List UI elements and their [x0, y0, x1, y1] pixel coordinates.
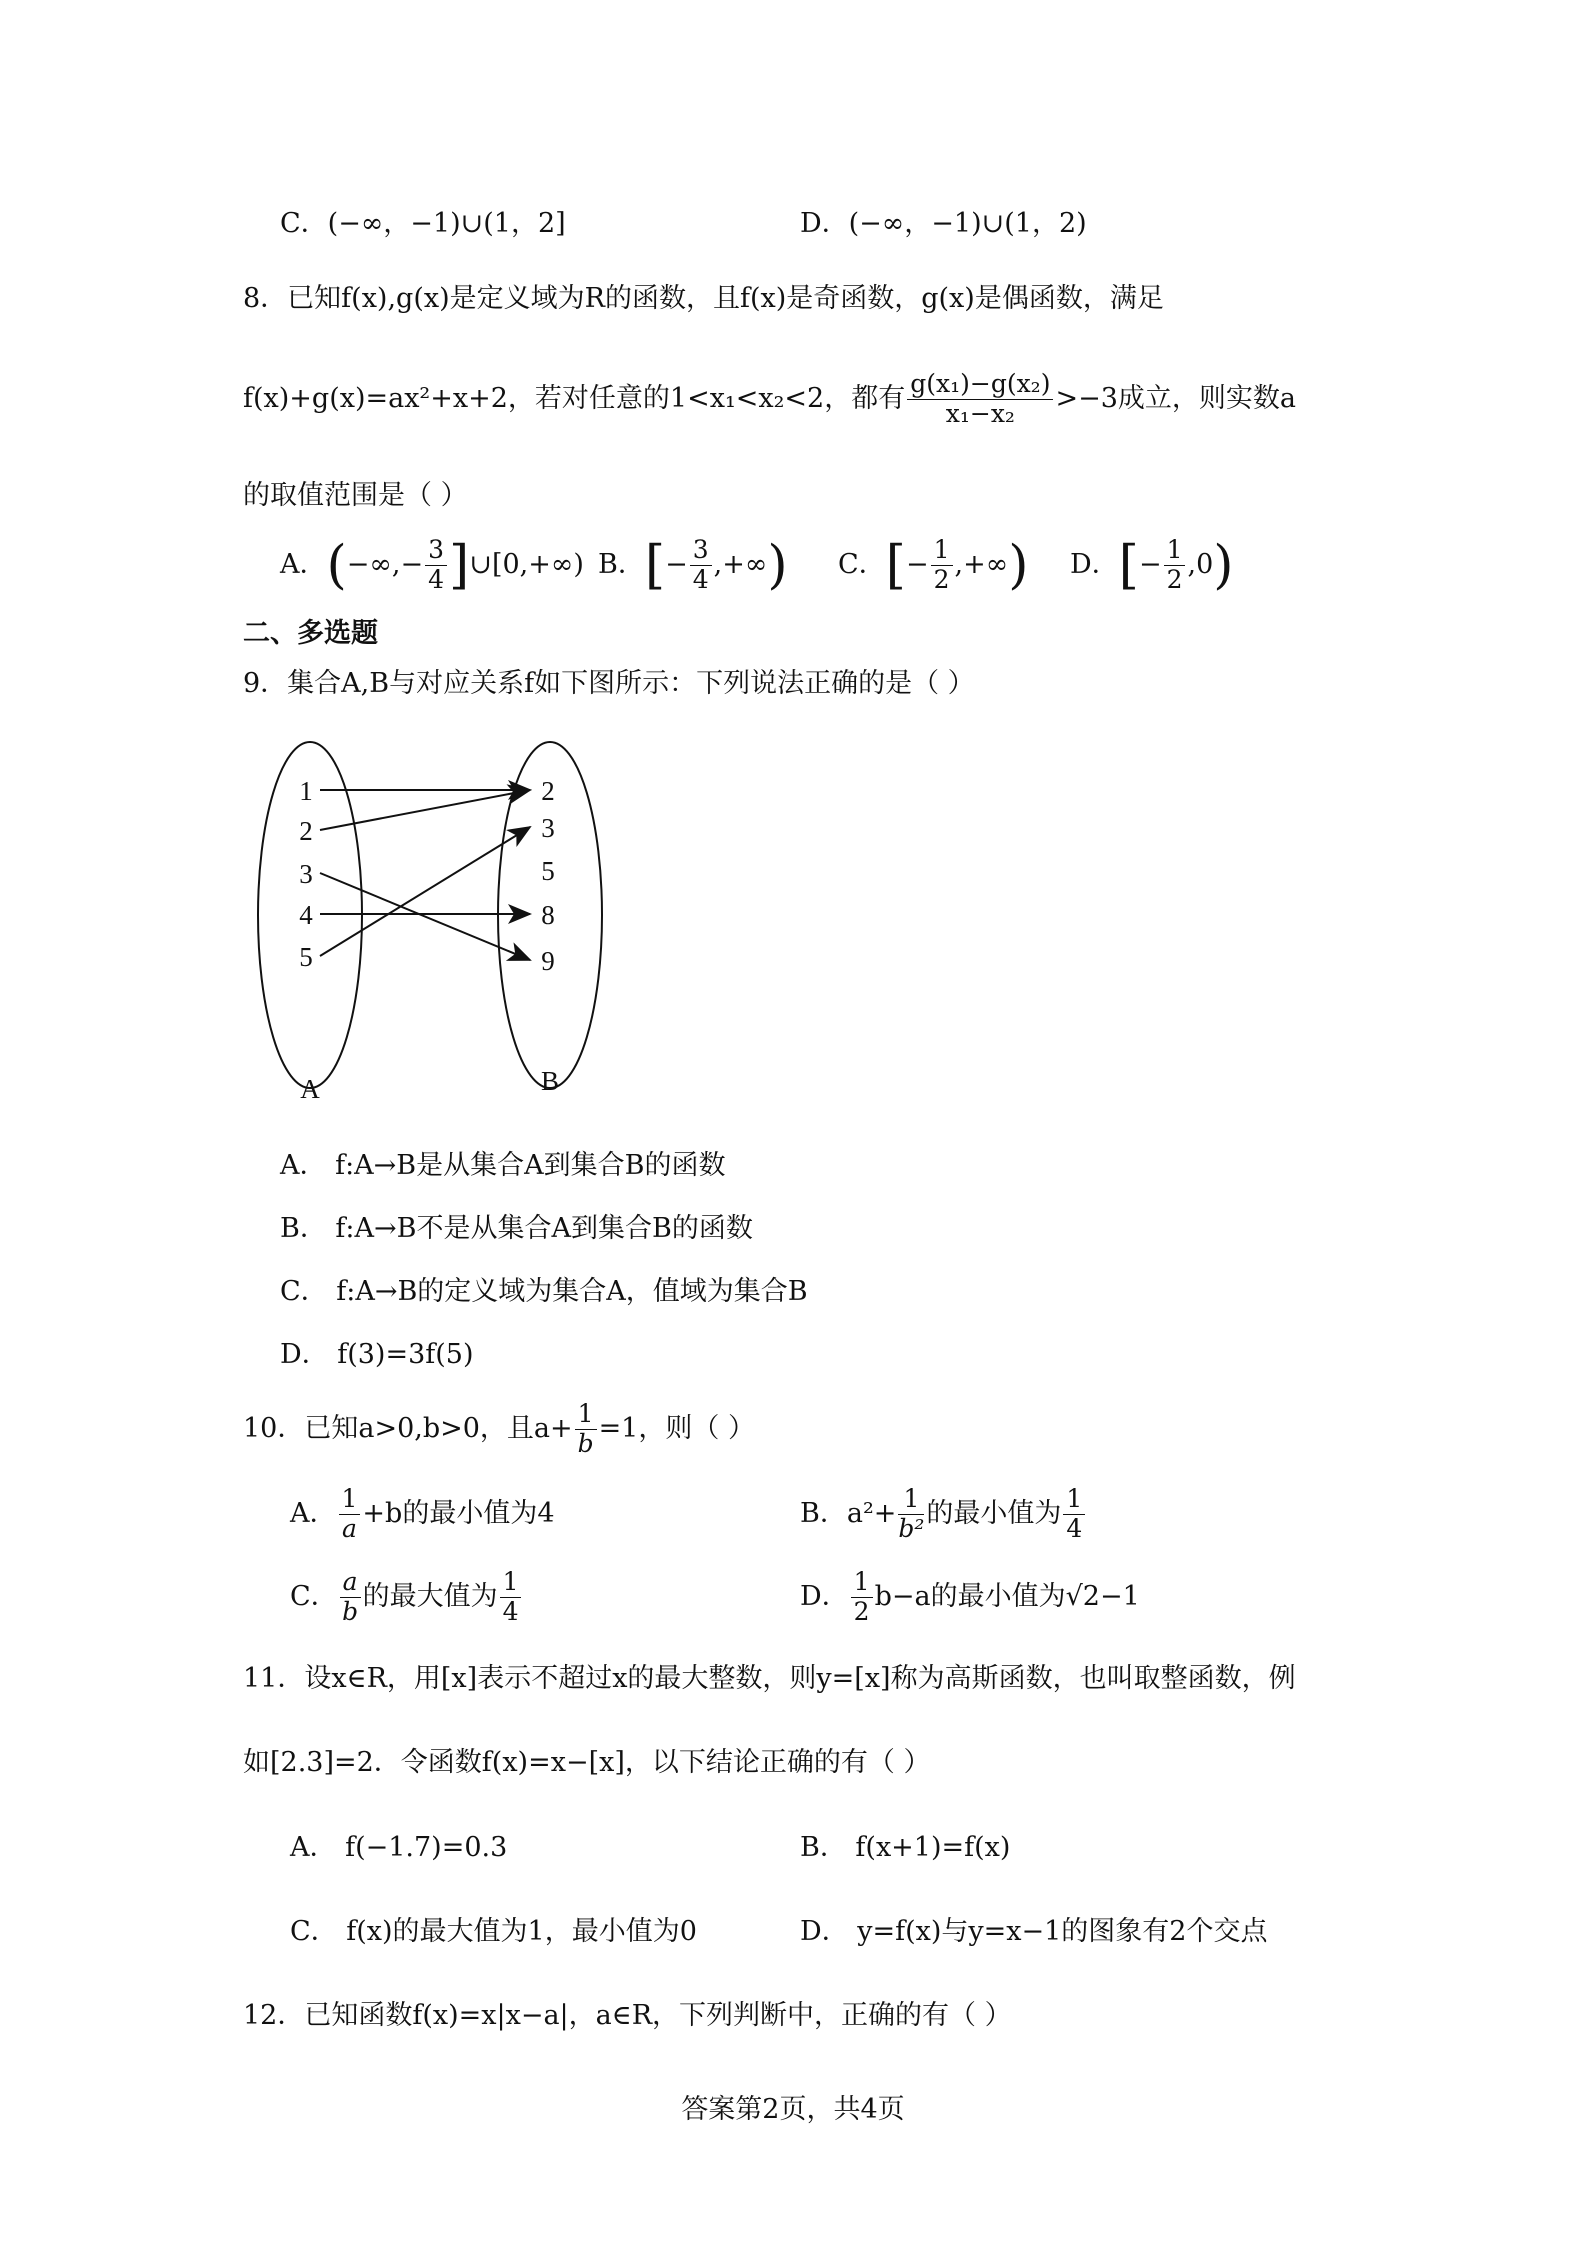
q10-b-den: b² [898, 1513, 925, 1543]
q9-option-c: C． f:A→B的定义域为集合A，值域为集合B [280, 1276, 808, 1307]
q10-option-a-label: A． [290, 1497, 337, 1529]
q10-option-d-label: D． [800, 1580, 849, 1612]
q8-option-c-label: C． [838, 548, 886, 580]
q10-b-mid: 的最小值为 [926, 1497, 1062, 1529]
set-a-element: 2 [299, 816, 313, 846]
q10-stem-text: 10．已知a>0,b>0，且a+ [243, 1412, 573, 1444]
section-title-multiple-choice: 二、多选题 [243, 618, 378, 649]
q10-option-b [800, 1485, 1087, 1544]
q10-d-den: 2 [853, 1596, 870, 1626]
q8-condition-text: f(x)+g(x)=ax²+x+2，若对任意的1<x₁<x₂<2，都有 [243, 382, 906, 414]
q7-option-c: C．(−∞，−1)∪(1，2] [280, 208, 566, 239]
q11-option-a: A． f(−1.7)=0.3 [290, 1832, 508, 1863]
set-a-label: A [300, 1074, 320, 1104]
q10-d-tail: b−a的最小值为√2−1 [874, 1580, 1140, 1612]
q9-option-d: D． f(3)=3f(5) [280, 1339, 474, 1370]
q10-option-c [290, 1568, 523, 1627]
set-b-element: 5 [541, 856, 555, 886]
q8-option-a-label: A． [280, 548, 327, 580]
q8-option-b: B．[− $\frac{3}{4}$ ,+∞) [598, 535, 788, 596]
q8-condition-tail: >−3成立，则实数a [1055, 382, 1296, 414]
set-b-label: B [540, 1066, 560, 1096]
q10-option-c-label: C． [290, 1580, 338, 1612]
q10-stem [243, 1400, 755, 1459]
q8-stem-line2 [243, 370, 1296, 429]
q10-b-num: 1 [898, 1485, 924, 1515]
q8-stem-line1: 8．已知f(x),g(x)是定义域为R的函数，且f(x)是奇函数，g(x)是偶函数，满足 [243, 283, 1164, 314]
set-b-element: 3 [541, 813, 555, 843]
q8-option-a: A．(−∞,− $\frac{3}{4}$ ]∪[0,+∞) [280, 535, 584, 596]
q8-option-b-label: B． [598, 548, 645, 580]
q10-c-num: a [340, 1568, 361, 1598]
set-a-element: 4 [299, 900, 313, 930]
page-footer: 答案第2页，共4页 [681, 2094, 905, 2125]
q10-option-d [800, 1568, 1140, 1627]
q10-c-den2: 4 [502, 1596, 519, 1626]
set-b-element: 8 [541, 900, 555, 930]
q10-stem-tail: =1，则（ ） [598, 1412, 755, 1444]
q10-b-den2: 4 [1066, 1513, 1083, 1543]
q8-option-c: C．[− $\frac{1}{2}$ ,+∞) [838, 535, 1029, 596]
q8-stem-line3: 的取值范围是（ ） [243, 480, 468, 511]
q11-option-c: C． f(x)的最大值为1，最小值为0 [290, 1916, 697, 1947]
q11-option-b: B． f(x+1)=f(x) [800, 1832, 1011, 1863]
q10-a-den: a [342, 1513, 357, 1543]
set-a-element: 3 [299, 859, 313, 889]
q10-a-num: 1 [339, 1485, 361, 1515]
q9-option-a: A． f:A→B是从集合A到集合B的函数 [280, 1150, 726, 1181]
q8-fraction-denominator: x₁−x₂ [945, 398, 1015, 428]
q9-mapping-diagram [240, 730, 660, 1110]
q10-b-num2: 1 [1063, 1485, 1085, 1515]
q8-fraction-numerator: g(x₁)−g(x₂) [907, 370, 1053, 400]
set-a-element: 5 [299, 942, 313, 972]
q10-c-mid: 的最大值为 [362, 1580, 498, 1612]
q10-d-num: 1 [851, 1568, 873, 1598]
q9-stem: 9．集合A,B与对应关系f如下图所示：下列说法正确的是（ ） [243, 668, 975, 699]
q11-option-d: D． y=f(x)与y=x−1的图象有2个交点 [800, 1916, 1268, 1947]
set-a-element: 1 [299, 776, 313, 806]
q7-option-d: D．(−∞，−1)∪(1，2) [800, 208, 1087, 239]
q10-stem-frac-num: 1 [575, 1400, 597, 1430]
q8-option-d-label: D． [1070, 548, 1119, 580]
q10-stem-frac-den: b [577, 1428, 594, 1458]
q10-c-den: b [342, 1596, 359, 1626]
q10-c-num2: 1 [500, 1568, 522, 1598]
q10-a-tail: +b的最小值为4 [362, 1497, 555, 1529]
set-b-element: 2 [541, 776, 555, 806]
q8-option-d: D．[− $\frac{1}{2}$ ,0) [1070, 535, 1234, 596]
set-b-element: 9 [541, 946, 555, 976]
q8-fraction [907, 370, 1053, 429]
q12-stem: 12．已知函数f(x)=x|x−a|，a∈R，下列判断中，正确的有（ ） [243, 2000, 1012, 2031]
q9-option-b: B． f:A→B不是从集合A到集合B的函数 [280, 1213, 753, 1244]
q10-option-a [290, 1485, 555, 1544]
q10-option-b-label: B．a²+ [800, 1497, 897, 1529]
q11-stem-line2: 如[2.3]=2．令函数f(x)=x−[x]，以下结论正确的有（ ） [243, 1747, 931, 1778]
q11-stem-line1: 11．设x∈R，用[x]表示不超过x的最大整数，则y=[x]称为高斯函数，也叫取整函数，例 [243, 1663, 1296, 1694]
